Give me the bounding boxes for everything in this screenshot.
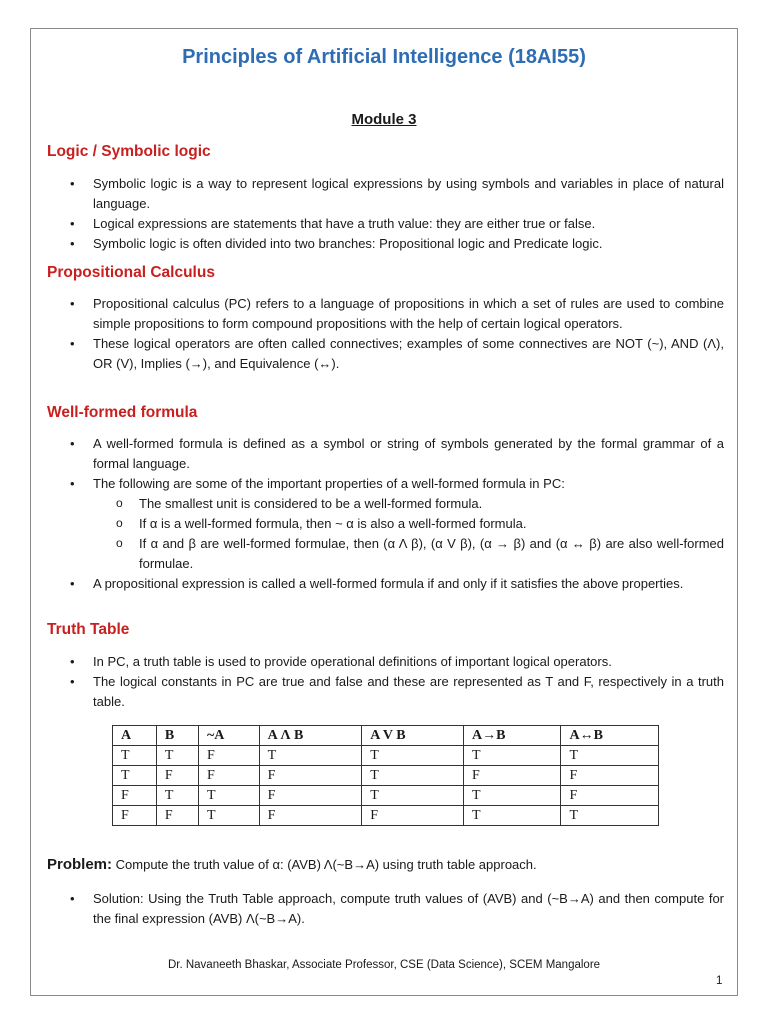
- table-cell: T: [259, 746, 362, 766]
- header-cell: A↔B: [561, 726, 659, 746]
- table-cell: F: [259, 786, 362, 806]
- problem-label: Problem:: [47, 856, 113, 873]
- header-cell: A V B: [362, 726, 464, 746]
- table-cell: F: [113, 786, 157, 806]
- table-cell: F: [156, 806, 198, 826]
- table-row: [113, 806, 659, 826]
- list-item: • A propositional expression is called a well-formed formula if and only if it satisfies the above properties.: [46, 574, 724, 594]
- table-cell: T: [156, 786, 198, 806]
- section-heading-logic: Logic / Symbolic logic: [47, 143, 211, 160]
- list-item: • Propositional calculus (PC) refers to a language of propositions in which a set of rules are used to combine simple propositions to form compound propositions with the help of certain logical operators.: [46, 294, 724, 334]
- section-heading-pc: Propositional Calculus: [47, 264, 215, 281]
- page-number: 1: [716, 975, 723, 987]
- sub-list-item: o The smallest unit is considered to be a well-formed formula.: [46, 494, 724, 514]
- table-cell: F: [463, 766, 560, 786]
- header-cell: A→B: [463, 726, 560, 746]
- solution-bullet-list: [46, 889, 724, 929]
- sub-list-item: o If α is a well-formed formula, then ~ α is also a well-formed formula.: [46, 514, 724, 534]
- table-cell: F: [259, 806, 362, 826]
- section-heading-truth-table: Truth Table: [47, 621, 130, 638]
- table-cell: F: [561, 766, 659, 786]
- table-cell: T: [463, 806, 560, 826]
- wff-bullet-list: [46, 434, 724, 594]
- table-header-row: [113, 726, 659, 746]
- table-cell: F: [156, 766, 198, 786]
- module-heading: Module 3: [351, 111, 417, 128]
- table-cell: T: [561, 746, 659, 766]
- pc-bullet-list: [46, 294, 724, 374]
- table-cell: T: [156, 746, 198, 766]
- table-cell: T: [362, 786, 464, 806]
- header-cell: ~A: [199, 726, 260, 746]
- table-cell: T: [362, 746, 464, 766]
- table-cell: T: [561, 806, 659, 826]
- list-item: • These logical operators are often called connectives; examples of some connectives are NOT (~), AND (Λ), OR (V), Implies (→), and Equivalence (↔).: [46, 334, 724, 374]
- list-item: • In PC, a truth table is used to provide operational definitions of important logical operators.: [46, 652, 724, 672]
- header-cell: A Λ B: [259, 726, 362, 746]
- table-cell: F: [199, 766, 260, 786]
- table-cell: T: [463, 786, 560, 806]
- list-item: • A well-formed formula is defined as a symbol or string of symbols generated by the formal grammar of a formal language.: [46, 434, 724, 474]
- table-cell: F: [561, 786, 659, 806]
- page-footer: Dr. Navaneeth Bhaskar, Associate Professor, CSE (Data Science), SCEM Mangalore: [167, 959, 601, 971]
- table-row: [113, 786, 659, 806]
- logic-bullet-list: [46, 174, 724, 254]
- table-cell: F: [362, 806, 464, 826]
- sub-list-item: o If α and β are well-formed formulae, then (α Λ β), (α V β), (α → β) and (α ↔ β) are also well-formed formulae.: [46, 534, 724, 574]
- table-cell: T: [199, 806, 260, 826]
- table-cell: F: [259, 766, 362, 786]
- table-cell: T: [362, 766, 464, 786]
- problem-text: Compute the truth value of α: (AVB) Λ(~B→A) using truth table approach.: [115, 857, 537, 872]
- table-cell: T: [199, 786, 260, 806]
- list-item: • The following are some of the important properties of a well-formed formula in PC:: [46, 474, 724, 494]
- table-cell: T: [113, 746, 157, 766]
- table-cell: T: [463, 746, 560, 766]
- list-item: • Symbolic logic is a way to represent logical expressions by using symbols and variables in place of natural language.: [46, 174, 724, 214]
- table-cell: T: [113, 766, 157, 786]
- truth-table: [112, 725, 659, 826]
- section-heading-wff: Well-formed formula: [47, 404, 198, 421]
- list-item: • The logical constants in PC are true and false and these are represented as T and F, respectively in a truth table.: [46, 672, 724, 712]
- table-row: [113, 746, 659, 766]
- table-row: [113, 766, 659, 786]
- list-item: • Logical expressions are statements that have a truth value: they are either true or false.: [46, 214, 724, 234]
- header-cell: B: [156, 726, 198, 746]
- list-item: • Symbolic logic is often divided into two branches: Propositional logic and Predicate logic.: [46, 234, 724, 254]
- document-title: Principles of Artificial Intelligence (18AI55): [182, 46, 586, 68]
- table-cell: F: [113, 806, 157, 826]
- truth-bullet-list: [46, 652, 724, 712]
- header-cell: A: [113, 726, 157, 746]
- problem-statement: [47, 856, 537, 873]
- table-cell: F: [199, 746, 260, 766]
- list-item: • Solution: Using the Truth Table approach, compute truth values of (AVB) and (~B→A) and then compute for the final expression (AVB) Λ(~B→A).: [46, 889, 724, 929]
